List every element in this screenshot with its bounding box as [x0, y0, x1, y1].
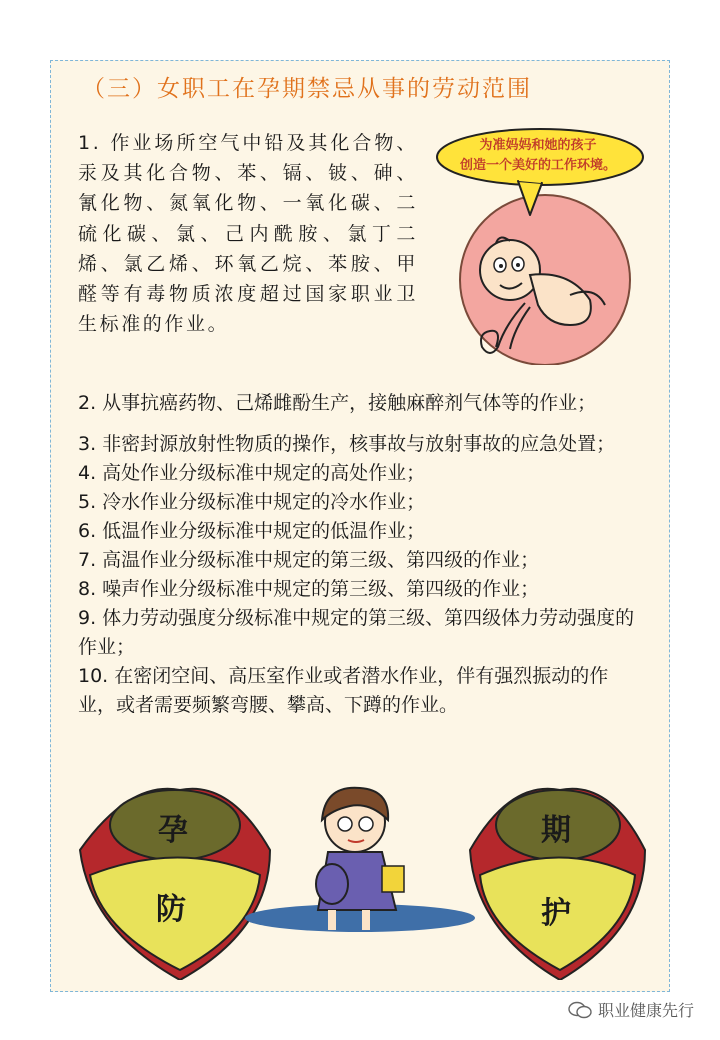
bubble-line-1: 为准妈妈和她的孩子 — [479, 138, 597, 153]
shield-char-protect: 护 — [541, 896, 571, 931]
shield-char-pregnant: 孕 — [158, 813, 188, 848]
item-list — [78, 389, 646, 720]
list-item: 10. 在密闭空间、高压室作业或者潜水作业，伴有强烈振动的作业，或者需要频繁弯腰、攀高、下蹲的作业。 — [78, 665, 609, 716]
shield-char-period: 期 — [541, 813, 571, 848]
list-item: 3. 非密封源放射性物质的操作，核事故与放射事故的应急处置； — [78, 433, 616, 455]
footer-text: 职业健康先行 — [597, 1001, 694, 1020]
list-item: 9. 体力劳动强度分级标准中规定的第三级、第四级体力劳动强度的作业； — [78, 607, 635, 658]
page-title: （三）女职工在孕期禁忌从事的劳动范围 — [82, 76, 532, 102]
list-item: 4. 高处作业分级标准中规定的高处作业； — [78, 462, 426, 484]
list-item: 2. 从事抗癌药物、己烯雌酚生产，接触麻醉剂气体等的作业； — [78, 392, 597, 414]
pregnant-woman-icon — [316, 788, 404, 930]
footer — [568, 998, 694, 1021]
list-item: 8. 噪声作业分级标准中规定的第三级、第四级的作业； — [78, 578, 540, 600]
list-item: 7. 高温作业分级标准中规定的第三级、第四级的作业； — [78, 549, 540, 571]
shield-char-prevent: 防 — [156, 892, 186, 927]
list-item: 6. 低温作业分级标准中规定的低温作业； — [78, 520, 426, 542]
wechat-icon — [568, 1001, 592, 1019]
list-item: 5. 冷水作业分级标准中规定的冷水作业； — [78, 491, 426, 513]
item-1-text: 1. 作业场所空气中铅及其化合物、汞及其化合物、苯、镉、铍、砷、氰化物、氮氧化物、一氧化碳、二硫化碳、氯、己内酰胺、氯丁二烯、氯乙烯、环氧乙烷、苯胺、甲醛等有毒物质浓度超过国家职业卫生标准的作业。 — [78, 132, 418, 336]
speech-bubble-text — [438, 136, 638, 176]
bubble-line-2: 创造一个美好的工作环境。 — [459, 158, 616, 173]
